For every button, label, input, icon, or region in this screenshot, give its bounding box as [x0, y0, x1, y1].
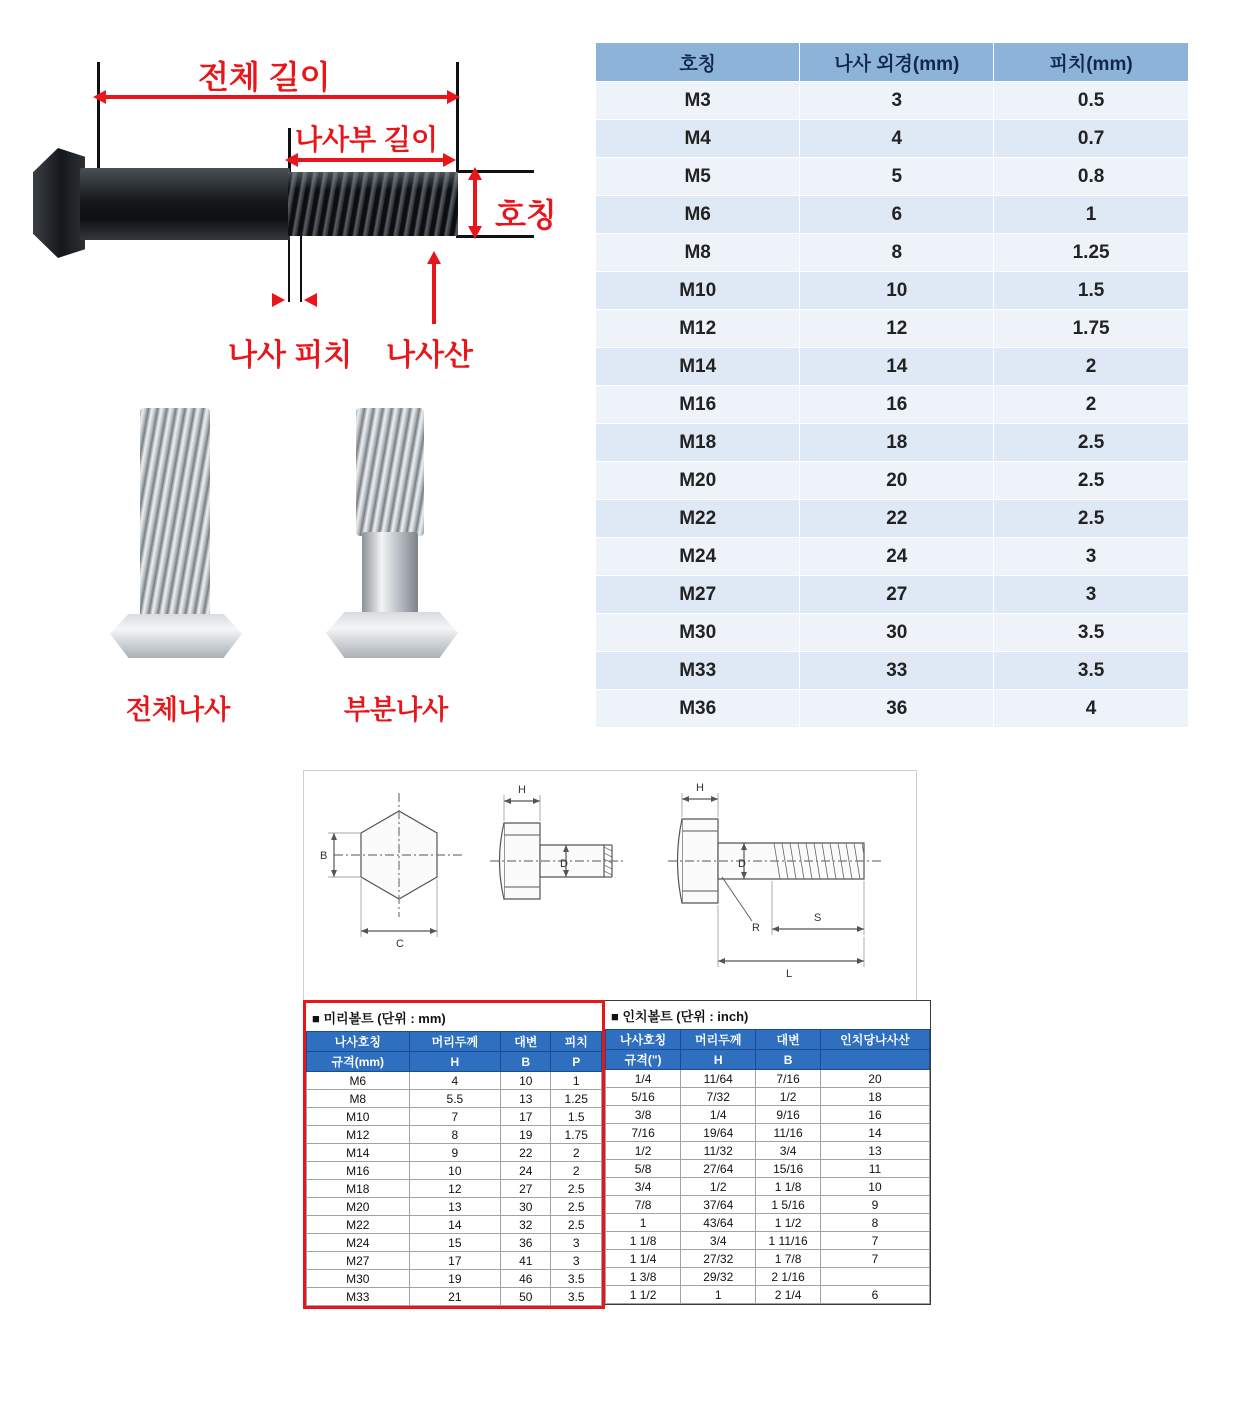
- cell-1: 8: [409, 1126, 501, 1144]
- table-row: [307, 1162, 602, 1180]
- cell-3: 3.5: [551, 1270, 602, 1288]
- cell-3: 3.5: [551, 1288, 602, 1306]
- cell-1: 29/32: [681, 1268, 756, 1286]
- cell-1: 37/64: [681, 1196, 756, 1214]
- cell-3: 2: [551, 1162, 602, 1180]
- bolt-head-illustration: [33, 148, 85, 258]
- cell-0: 1 1/8: [606, 1232, 681, 1250]
- extension-line-right-total: [456, 62, 459, 172]
- cell-0: 1 1/4: [606, 1250, 681, 1268]
- cell-1: 13: [409, 1198, 501, 1216]
- cell-1: 4: [800, 120, 994, 158]
- dim-label-H-2: H: [696, 782, 704, 794]
- cell-2: 10: [501, 1072, 551, 1090]
- thread-crest-arrow-icon: [427, 251, 441, 264]
- cell-0: M14: [596, 348, 800, 386]
- cell-0: M20: [596, 462, 800, 500]
- cell-1: 27: [800, 576, 994, 614]
- cell-0: M24: [596, 538, 800, 576]
- table-row: [596, 196, 1189, 234]
- cell-3: 1.25: [551, 1090, 602, 1108]
- cell-1: 10: [409, 1162, 501, 1180]
- cell-2: 1 11/16: [756, 1232, 821, 1250]
- table-row: [596, 234, 1189, 272]
- cell-2: 24: [501, 1162, 551, 1180]
- cell-1: 24: [800, 538, 994, 576]
- cell-0: M22: [307, 1216, 410, 1234]
- cell-2: 22: [501, 1144, 551, 1162]
- table-row: [307, 1234, 602, 1252]
- partial-thread-smooth-shank: [362, 532, 418, 616]
- mm-col-subheader-H: H: [409, 1052, 501, 1072]
- cell-2: 1.5: [994, 272, 1189, 310]
- cell-3: 13: [820, 1142, 929, 1160]
- inch-col-header-nominal: 나사호칭: [606, 1030, 681, 1050]
- label-thread-length: 나사부 길이: [295, 124, 439, 155]
- cell-1: 10: [800, 272, 994, 310]
- cell-2: 3: [994, 538, 1189, 576]
- cell-0: M20: [307, 1198, 410, 1216]
- cell-2: 32: [501, 1216, 551, 1234]
- dim-label-D-2: D: [738, 858, 746, 870]
- cell-1: 14: [409, 1216, 501, 1234]
- dim-label-S: S: [814, 912, 822, 924]
- cell-0: M10: [596, 272, 800, 310]
- cell-2: 1.25: [994, 234, 1189, 272]
- cell-0: M10: [307, 1108, 410, 1126]
- cell-2: 9/16: [756, 1106, 821, 1124]
- cell-0: M27: [596, 576, 800, 614]
- cell-0: 5/16: [606, 1088, 681, 1106]
- table-row: [596, 120, 1189, 158]
- table-row: [307, 1126, 602, 1144]
- cell-0: M18: [596, 424, 800, 462]
- inch-bolt-spec-table: [605, 1029, 930, 1304]
- table-row: [596, 348, 1189, 386]
- cell-3: 8: [820, 1214, 929, 1232]
- cell-2: 1 1/8: [756, 1178, 821, 1196]
- nominal-dimension-line: [473, 178, 477, 230]
- cell-2: 4: [994, 690, 1189, 728]
- cell-3: 14: [820, 1124, 929, 1142]
- cell-2: 46: [501, 1270, 551, 1288]
- cell-1: 17: [409, 1252, 501, 1270]
- cell-3: 2.5: [551, 1180, 602, 1198]
- cell-0: M22: [596, 500, 800, 538]
- cell-2: 36: [501, 1234, 551, 1252]
- table-row: [596, 614, 1189, 652]
- cell-0: M18: [307, 1180, 410, 1198]
- table-row: [307, 1090, 602, 1108]
- cell-0: 3/4: [606, 1178, 681, 1196]
- cell-2: 1 5/16: [756, 1196, 821, 1214]
- table-row: [606, 1142, 930, 1160]
- table-row: [307, 1144, 602, 1162]
- table-row: [606, 1070, 930, 1088]
- dim-label-B: B: [320, 850, 328, 862]
- mm-col-subheader-P: P: [551, 1052, 602, 1072]
- cell-3: 11: [820, 1160, 929, 1178]
- cell-2: 2: [994, 386, 1189, 424]
- cell-3: 2.5: [551, 1198, 602, 1216]
- nominal-arrow-up-icon: [468, 167, 482, 180]
- cell-1: 36: [800, 690, 994, 728]
- dim-label-H-1: H: [518, 784, 526, 796]
- caption-partial-thread: 부분나사: [343, 695, 449, 725]
- cell-3: 9: [820, 1196, 929, 1214]
- inch-col-subheader-B: B: [756, 1050, 821, 1070]
- cell-2: 13: [501, 1090, 551, 1108]
- cell-0: M30: [307, 1270, 410, 1288]
- cell-2: 1/2: [756, 1088, 821, 1106]
- cell-0: M33: [307, 1288, 410, 1306]
- cell-1: 22: [800, 500, 994, 538]
- cell-1: 3/4: [681, 1232, 756, 1250]
- cell-3: 1: [551, 1072, 602, 1090]
- cell-1: 19: [409, 1270, 501, 1288]
- table-row: [606, 1196, 930, 1214]
- table-row: [596, 82, 1189, 120]
- cell-3: 7: [820, 1250, 929, 1268]
- table-row: [596, 158, 1189, 196]
- table-row: [596, 386, 1189, 424]
- inch-bolt-spec-panel: [605, 1000, 931, 1305]
- cell-3: 3: [551, 1252, 602, 1270]
- cell-3: 16: [820, 1106, 929, 1124]
- cell-3: 10: [820, 1178, 929, 1196]
- table-row: [307, 1288, 602, 1306]
- mm-col-subheader-B: B: [501, 1052, 551, 1072]
- inch-col-subheader-blank: [820, 1050, 929, 1070]
- cell-1: 27/64: [681, 1160, 756, 1178]
- cell-0: 1 3/8: [606, 1268, 681, 1286]
- cell-3: 7: [820, 1232, 929, 1250]
- table-row: [307, 1270, 602, 1288]
- thread-length-arrow-right-icon: [443, 153, 456, 167]
- table-row: [606, 1232, 930, 1250]
- cell-0: 1: [606, 1214, 681, 1232]
- cell-0: M3: [596, 82, 800, 120]
- inch-col-header-head-thickness: 머리두께: [681, 1030, 756, 1050]
- cell-2: 0.8: [994, 158, 1189, 196]
- cell-2: 2 1/4: [756, 1286, 821, 1304]
- cell-3: 18: [820, 1088, 929, 1106]
- cell-0: 1/4: [606, 1070, 681, 1088]
- dim-label-D-1: D: [560, 858, 568, 870]
- cell-2: 3.5: [994, 614, 1189, 652]
- inch-table-title: ■ 인치볼트 (단위 : inch): [605, 1001, 930, 1029]
- table-row: [606, 1088, 930, 1106]
- cell-1: 11/64: [681, 1070, 756, 1088]
- table-row: [606, 1106, 930, 1124]
- label-thread-crest: 나사산: [386, 339, 473, 372]
- table-row: [307, 1252, 602, 1270]
- mm-bolt-spec-table: [306, 1031, 602, 1306]
- cell-1: 20: [800, 462, 994, 500]
- cell-1: 8: [800, 234, 994, 272]
- cell-1: 1/2: [681, 1178, 756, 1196]
- cell-0: M8: [307, 1090, 410, 1108]
- mm-header-row-1: [307, 1032, 602, 1052]
- cell-2: 27: [501, 1180, 551, 1198]
- cell-3: 1.5: [551, 1108, 602, 1126]
- bolt-shank-illustration: [80, 168, 290, 240]
- cell-2: 3/4: [756, 1142, 821, 1160]
- cell-1: 18: [800, 424, 994, 462]
- table-row: [307, 1108, 602, 1126]
- full-thread-head: [110, 614, 242, 658]
- table-row: [606, 1250, 930, 1268]
- mm-col-header-nominal: 나사호칭: [307, 1032, 410, 1052]
- inch-col-subheader-H: H: [681, 1050, 756, 1070]
- cell-2: 1: [994, 196, 1189, 234]
- cell-2: 19: [501, 1126, 551, 1144]
- table-row: [307, 1216, 602, 1234]
- cell-0: M6: [596, 196, 800, 234]
- inch-col-header-across-flats: 대변: [756, 1030, 821, 1050]
- cell-2: 1 1/2: [756, 1214, 821, 1232]
- cell-2: 3: [994, 576, 1189, 614]
- inch-header-row-1: [606, 1030, 930, 1050]
- table-row: [596, 576, 1189, 614]
- cell-3: 1.75: [551, 1126, 602, 1144]
- cell-2: 50: [501, 1288, 551, 1306]
- table-row: [606, 1160, 930, 1178]
- mm-col-subheader-spec: 규격(mm): [307, 1052, 410, 1072]
- cell-1: 43/64: [681, 1214, 756, 1232]
- table-row: [606, 1124, 930, 1142]
- thread-crest-pointer-line: [432, 262, 436, 324]
- cell-2: 17: [501, 1108, 551, 1126]
- cell-2: 15/16: [756, 1160, 821, 1178]
- table-row: [596, 424, 1189, 462]
- cell-1: 21: [409, 1288, 501, 1306]
- dim-label-C: C: [396, 938, 404, 950]
- partial-thread-threaded-section: [356, 408, 424, 536]
- cell-0: M33: [596, 652, 800, 690]
- cell-1: 9: [409, 1144, 501, 1162]
- cell-0: M12: [596, 310, 800, 348]
- cell-1: 5.5: [409, 1090, 501, 1108]
- cell-1: 33: [800, 652, 994, 690]
- table-row: [606, 1286, 930, 1304]
- inch-col-subheader-spec: 규격("): [606, 1050, 681, 1070]
- cell-2: 7/16: [756, 1070, 821, 1088]
- cell-0: M6: [307, 1072, 410, 1090]
- cell-1: 7/32: [681, 1088, 756, 1106]
- cell-3: 2.5: [551, 1216, 602, 1234]
- bolt-dimension-diagram: [0, 0, 580, 740]
- cell-3: 3: [551, 1234, 602, 1252]
- pitch-arrow-right-icon: [304, 293, 317, 307]
- label-pitch: 나사 피치: [228, 339, 353, 372]
- column-header-nominal: 호칭: [596, 43, 800, 82]
- table-row: [596, 500, 1189, 538]
- table-row: [596, 272, 1189, 310]
- cell-0: M4: [596, 120, 800, 158]
- column-header-pitch: 피치(mm): [994, 43, 1189, 82]
- extension-line-left: [97, 62, 100, 172]
- cell-1: 1: [681, 1286, 756, 1304]
- cell-2: 1 7/8: [756, 1250, 821, 1268]
- label-total-length: 전체 길이: [198, 59, 331, 95]
- cell-1: 7: [409, 1108, 501, 1126]
- mm-table-title: ■ 미리볼트 (단위 : mm): [306, 1003, 602, 1031]
- table-row: [307, 1198, 602, 1216]
- cell-0: 1 1/2: [606, 1286, 681, 1304]
- metric-size-table: [595, 42, 1189, 728]
- cell-3: 20: [820, 1070, 929, 1088]
- cell-0: 1/2: [606, 1142, 681, 1160]
- caption-full-thread: 전체나사: [125, 695, 231, 725]
- mm-col-header-across-flats: 대변: [501, 1032, 551, 1052]
- cell-0: M16: [307, 1162, 410, 1180]
- cell-0: M16: [596, 386, 800, 424]
- cell-2: 2.5: [994, 424, 1189, 462]
- table-row: [596, 652, 1189, 690]
- cell-0: 7/8: [606, 1196, 681, 1214]
- dim-label-L: L: [786, 968, 793, 980]
- bolt-technical-drawing-panel: [303, 770, 917, 1007]
- cell-0: 5/8: [606, 1160, 681, 1178]
- cell-0: M5: [596, 158, 800, 196]
- cell-0: M24: [307, 1234, 410, 1252]
- cell-3: [820, 1268, 929, 1286]
- full-thread-bolt-photo: [100, 408, 250, 658]
- table-header-row: [596, 43, 1189, 82]
- cell-1: 5: [800, 158, 994, 196]
- cell-1: 4: [409, 1072, 501, 1090]
- cell-2: 11/16: [756, 1124, 821, 1142]
- cell-1: 1/4: [681, 1106, 756, 1124]
- cell-3: 6: [820, 1286, 929, 1304]
- mm-col-header-pitch: 피치: [551, 1032, 602, 1052]
- cell-1: 16: [800, 386, 994, 424]
- table-row: [596, 462, 1189, 500]
- mm-header-row-2: [307, 1052, 602, 1072]
- cell-1: 14: [800, 348, 994, 386]
- table-row: [307, 1072, 602, 1090]
- cell-0: M30: [596, 614, 800, 652]
- cell-0: M36: [596, 690, 800, 728]
- cell-0: M27: [307, 1252, 410, 1270]
- cell-2: 0.7: [994, 120, 1189, 158]
- cell-2: 2: [994, 348, 1189, 386]
- cell-2: 2 1/16: [756, 1268, 821, 1286]
- extension-line-pitch-a: [288, 236, 290, 302]
- total-length-arrow-right-icon: [447, 90, 460, 104]
- nominal-arrow-down-icon: [468, 226, 482, 239]
- thread-length-dimension-line: [296, 158, 448, 162]
- cell-2: 0.5: [994, 82, 1189, 120]
- extension-line-pitch-b: [300, 236, 302, 302]
- cell-2: 1.75: [994, 310, 1189, 348]
- cell-2: 2.5: [994, 462, 1189, 500]
- bolt-thread-illustration: [288, 172, 458, 236]
- table-row: [606, 1268, 930, 1286]
- cell-2: 3.5: [994, 652, 1189, 690]
- cell-3: 2: [551, 1144, 602, 1162]
- cell-0: M12: [307, 1126, 410, 1144]
- table-row: [596, 310, 1189, 348]
- cell-2: 2.5: [994, 500, 1189, 538]
- cell-1: 12: [409, 1180, 501, 1198]
- pitch-arrow-left-icon: [272, 293, 285, 307]
- cell-0: M8: [596, 234, 800, 272]
- cell-1: 27/32: [681, 1250, 756, 1268]
- cell-1: 30: [800, 614, 994, 652]
- inch-header-row-2: [606, 1050, 930, 1070]
- inch-col-header-threads-per-inch: 인치당나사산: [820, 1030, 929, 1050]
- cell-2: 41: [501, 1252, 551, 1270]
- cell-0: 3/8: [606, 1106, 681, 1124]
- table-row: [307, 1180, 602, 1198]
- partial-thread-bolt-photo: [318, 408, 468, 658]
- table-row: [596, 538, 1189, 576]
- column-header-outer-diameter: 나사 외경(mm): [800, 43, 994, 82]
- mm-col-header-head-thickness: 머리두께: [409, 1032, 501, 1052]
- mm-bolt-spec-panel: [303, 1000, 605, 1309]
- cell-0: M14: [307, 1144, 410, 1162]
- table-row: [596, 690, 1189, 728]
- partial-thread-head: [326, 612, 458, 658]
- table-row: [606, 1178, 930, 1196]
- dim-label-R: R: [752, 922, 760, 934]
- cell-1: 11/32: [681, 1142, 756, 1160]
- total-length-arrow-left-icon: [93, 90, 106, 104]
- cell-1: 15: [409, 1234, 501, 1252]
- cell-1: 12: [800, 310, 994, 348]
- cell-1: 3: [800, 82, 994, 120]
- cell-1: 19/64: [681, 1124, 756, 1142]
- cell-2: 30: [501, 1198, 551, 1216]
- technical-drawing-svg: [304, 771, 916, 1006]
- cell-0: 7/16: [606, 1124, 681, 1142]
- table-row: [606, 1214, 930, 1232]
- label-nominal: 호칭: [495, 197, 557, 233]
- full-thread-body: [140, 408, 210, 620]
- cell-1: 6: [800, 196, 994, 234]
